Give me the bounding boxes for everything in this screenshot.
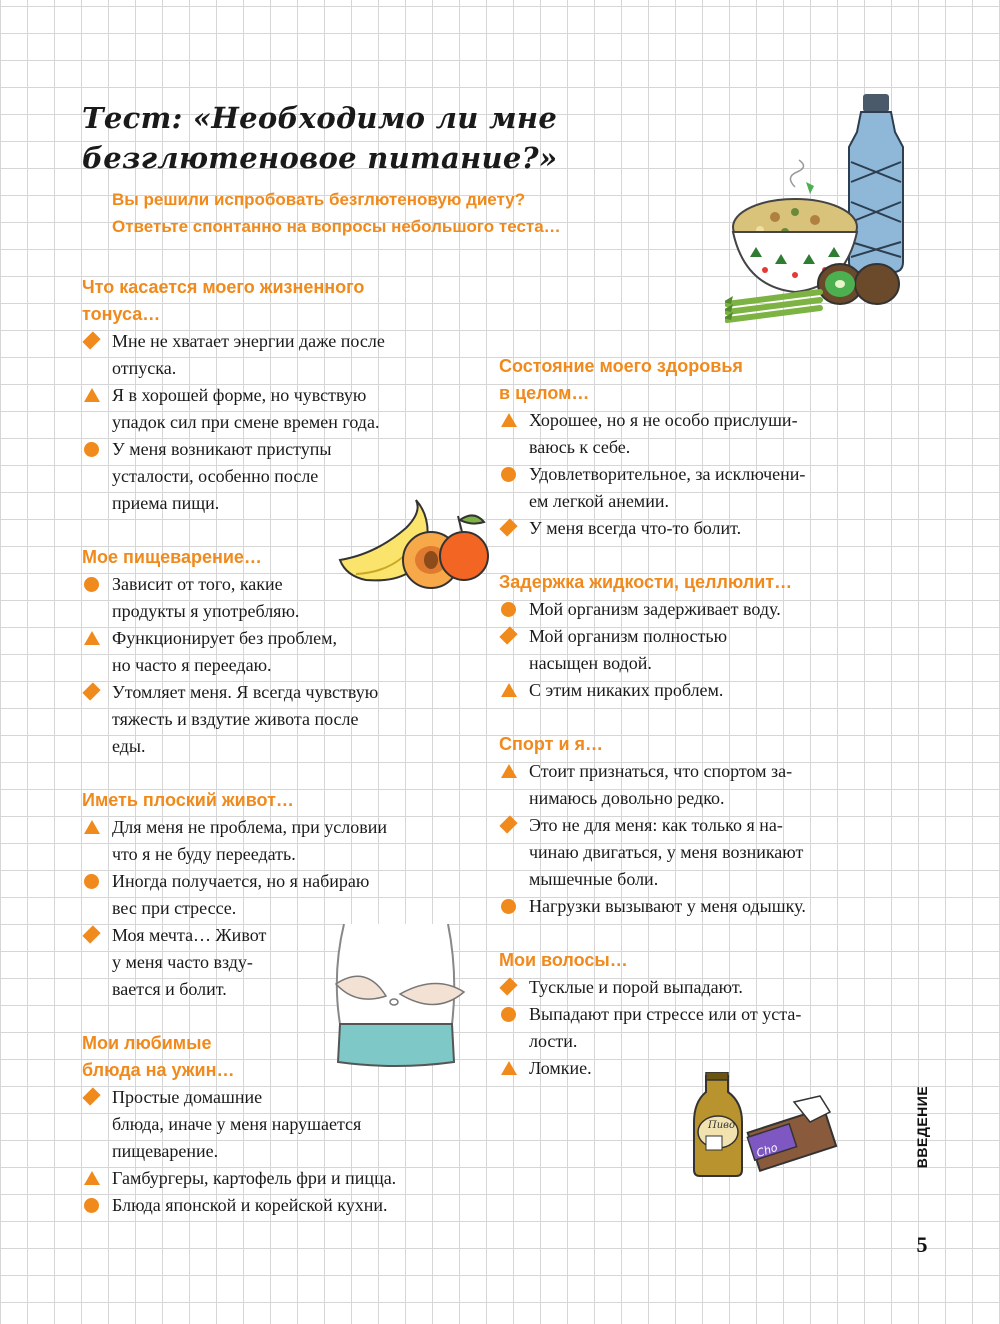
answer-line: Функционирует без проблем,: [112, 628, 337, 648]
answer-option: [82, 625, 462, 679]
section-heading-line: Мои волосы…: [499, 950, 628, 970]
answer-line: отпуска.: [112, 358, 177, 378]
section-heading-line: Что касается моего жизненного: [82, 277, 365, 297]
answer-option: [82, 1165, 462, 1192]
answer-line: Зависит от того, какие: [112, 574, 283, 594]
section-heading-line: Спорт и я…: [499, 734, 604, 754]
answer-line: тяжесть и вздутие живота после: [112, 709, 359, 729]
question-section: [82, 274, 462, 517]
page-title: Тест: «Необходимо ли мне безглютеновое питание?»: [82, 101, 558, 175]
diamond-bullet-icon: [82, 1087, 100, 1105]
diamond-bullet-icon: [82, 925, 100, 943]
answer-line: Мой организм полностью: [529, 626, 728, 646]
answer-line: пищеварение.: [112, 1141, 219, 1161]
bottle-label-text: Пиво: [708, 1120, 736, 1131]
section-heading: [499, 569, 879, 596]
answer-line: Я в хорошей форме, но чувствую: [112, 385, 367, 405]
answer-line: Хорошее, но я не особо прислуши-: [529, 410, 798, 430]
question-section: [499, 353, 879, 542]
answer-line: еды.: [112, 736, 146, 756]
answer-line: Мне не хватает энергии даже после: [112, 331, 385, 351]
diamond-bullet-icon: [499, 815, 517, 833]
answer-line: усталости, особенно после: [112, 466, 319, 486]
page-number: 5: [916, 1232, 928, 1257]
answer-line: вес при стрессе.: [112, 898, 237, 918]
answer-line: Это не для меня: как только я на-: [529, 815, 783, 835]
intro-line: Ответьте спонтанно на вопросы небольшого теста…: [112, 217, 561, 236]
answer-line: Для меня не проблема, при условии: [112, 817, 388, 837]
section-heading: [82, 274, 462, 328]
answer-option: [82, 382, 462, 436]
answer-line: приема пищи.: [112, 493, 220, 513]
answer-line: Ломкие.: [529, 1058, 592, 1078]
section-heading-line: Состояние моего здоровья: [499, 356, 743, 376]
section-heading-line: Иметь плоский живот…: [82, 790, 294, 810]
answer-line: вается и болит.: [112, 979, 227, 999]
triangle-bullet-icon: [84, 388, 100, 402]
answer-option: [499, 812, 879, 893]
intro-line: Вы решили испробовать безглютеновую диету?: [112, 190, 526, 209]
section-heading-line: Мои любимые: [82, 1033, 212, 1053]
diamond-bullet-icon: [499, 977, 517, 995]
answer-line: ваюсь к себе.: [529, 437, 631, 457]
answer-line: что я не буду переедать.: [112, 844, 296, 864]
answer-option: [499, 758, 879, 812]
answer-option: [499, 407, 879, 461]
answer-line: насыщен водой.: [529, 653, 652, 673]
question-section: [499, 947, 879, 1082]
answer-line: Простые домашние: [112, 1087, 263, 1107]
asparagus-icon: [725, 292, 820, 320]
question-section: [499, 731, 879, 920]
answer-line: Моя мечта… Живот: [112, 925, 267, 945]
answer-line: Выпадают при стрессе или от уста-: [529, 1004, 802, 1024]
triangle-bullet-icon: [84, 820, 100, 834]
triangle-bullet-icon: [501, 683, 517, 697]
fruit-illustration-icon: [336, 498, 491, 594]
answer-option: [499, 974, 879, 1001]
triangle-bullet-icon: [501, 413, 517, 427]
answer-option: [499, 677, 879, 704]
answer-option: [499, 461, 879, 515]
answer-line: Удовлетворительное, за исключени-: [529, 464, 806, 484]
answer-line: ем легкой анемии.: [529, 491, 669, 511]
water-bottle-icon: [849, 94, 903, 272]
answer-option: [499, 623, 879, 677]
answer-line: Мой организм задерживает воду.: [529, 599, 781, 619]
side-label-text: ВВЕДЕНИЕ: [914, 1085, 930, 1169]
section-heading-line: Мое пищеварение…: [82, 547, 262, 567]
diamond-bullet-icon: [499, 518, 517, 536]
section-heading: [499, 353, 879, 407]
diamond-bullet-icon: [499, 626, 517, 644]
answer-line: у меня часто взду-: [112, 952, 253, 972]
circle-bullet-icon: [501, 602, 516, 617]
answer-line: Нагрузки вызывают у меня одышку.: [529, 896, 806, 916]
question-section: [499, 569, 879, 704]
triangle-bullet-icon: [84, 1171, 100, 1185]
answer-line: Стоит признаться, что спортом за-: [529, 761, 793, 781]
answer-option: [82, 679, 462, 760]
answer-option: [82, 814, 462, 868]
answer-option: [82, 1192, 462, 1219]
answer-line: продукты я употребляю.: [112, 601, 300, 621]
belly-illustration-icon: [326, 924, 466, 1074]
answer-option: [499, 596, 879, 623]
answer-line: Тусклые и порой выпадают.: [529, 977, 743, 997]
left-column: [82, 274, 462, 1246]
intro: [112, 186, 712, 240]
section-heading-line: блюда на ужин…: [82, 1060, 235, 1080]
section-heading-line: тонуса…: [82, 304, 161, 324]
answer-line: мышечные боли.: [529, 869, 659, 889]
answer-option: [82, 328, 462, 382]
answer-line: блюда, иначе у меня нарушается: [112, 1114, 362, 1134]
answer-line: упадок сил при смене времен года.: [112, 412, 380, 432]
circle-bullet-icon: [84, 1198, 99, 1213]
answer-line: Гамбургеры, картофель фри и пицца.: [112, 1168, 397, 1188]
answer-line: Утомляет меня. Я всегда чувствую: [112, 682, 379, 702]
section-heading: [82, 787, 462, 814]
beer-chocolate-illustration-icon: [690, 1072, 840, 1180]
answer-line: чинаю двигаться, у меня возникают: [529, 842, 804, 862]
section-heading: [499, 731, 879, 758]
circle-bullet-icon: [501, 467, 516, 482]
circle-bullet-icon: [84, 442, 99, 457]
answer-line: лости.: [529, 1031, 578, 1051]
answer-line: С этим никаких проблем.: [529, 680, 724, 700]
diamond-bullet-icon: [82, 331, 100, 349]
answer-line: нимаюсь довольно редко.: [529, 788, 725, 808]
circle-bullet-icon: [501, 1007, 516, 1022]
section-side-label: [908, 1082, 936, 1172]
answer-option: [499, 515, 879, 542]
circle-bullet-icon: [84, 874, 99, 889]
answer-option: [82, 868, 462, 922]
circle-bullet-icon: [501, 899, 516, 914]
section-heading: [499, 947, 879, 974]
section-heading-line: Задержка жидкости, целлюлит…: [499, 572, 793, 592]
section-heading-line: в целом…: [499, 383, 590, 403]
triangle-bullet-icon: [84, 631, 100, 645]
diamond-bullet-icon: [82, 682, 100, 700]
chocolate-label-text: Cho: [754, 1140, 780, 1160]
right-column: [499, 353, 879, 1109]
answer-line: но часто я переедаю.: [112, 655, 272, 675]
answer-line: Иногда получается, но я набираю: [112, 871, 370, 891]
triangle-bullet-icon: [501, 1061, 517, 1075]
answer-line: Блюда японской и корейской кухни.: [112, 1195, 388, 1215]
food-illustration-icon: [725, 92, 915, 337]
answer-option: [499, 1001, 879, 1055]
triangle-bullet-icon: [501, 764, 517, 778]
answer-line: У меня возникают приступы: [112, 439, 332, 459]
answer-option: [499, 893, 879, 920]
answer-option: [82, 1084, 462, 1165]
circle-bullet-icon: [84, 577, 99, 592]
answer-line: У меня всегда что-то болит.: [529, 518, 742, 538]
